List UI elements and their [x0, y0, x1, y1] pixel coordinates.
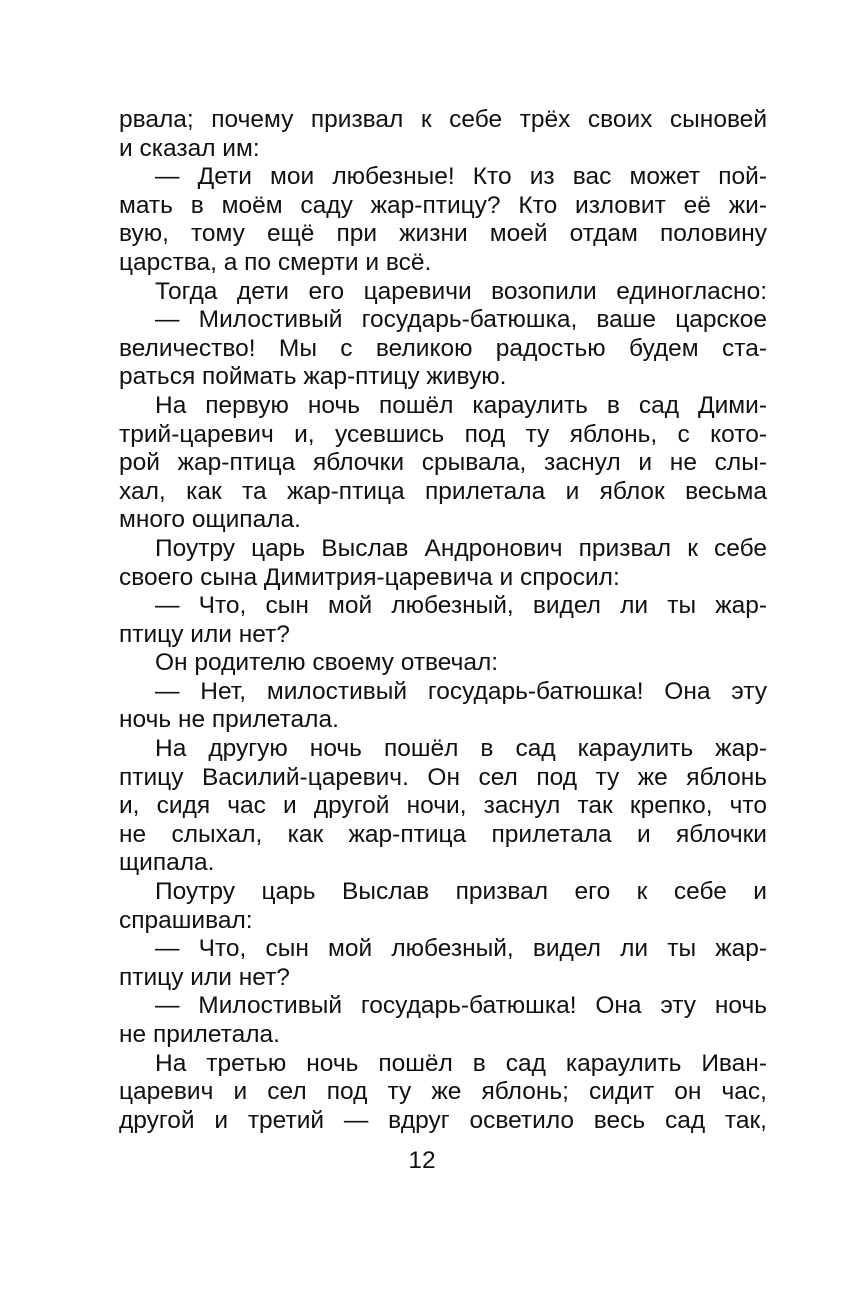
- text-line: щипала.: [119, 849, 215, 877]
- text-line: — Милостивый государь-батюшка, ваше царское: [155, 306, 767, 334]
- text-line: и, сидя час и другой ночи, заснул так крепко, что: [119, 792, 767, 820]
- text-line: вую, тому ещё при жизни моей отдам половину: [119, 220, 767, 248]
- text-line: раться поймать жар-птицу живую.: [119, 363, 507, 391]
- text-line: — Нет, милостивый государь-батюшка! Она эту: [155, 677, 767, 705]
- text-line: — Милостивый государь-батюшка! Она эту ночь: [155, 992, 767, 1020]
- text-line: не слыхал, как жар-птица прилетала и яблочки: [119, 820, 767, 848]
- text-line: царевич и сел под ту же яблонь; сидит он час,: [119, 1078, 767, 1106]
- text-line: царства, а по смерти и всё.: [119, 248, 432, 276]
- text-line: Поутру царь Выслав призвал его к себе и: [155, 878, 767, 906]
- text-line: Поутру царь Выслав Андронович призвал к себе: [155, 534, 767, 562]
- text-line: своего сына Димитрия-царевича и спросил:: [119, 563, 620, 591]
- text-line: — Дети мои любезные! Кто из вас может пой-: [155, 163, 767, 191]
- page-text-body: [119, 106, 767, 1135]
- text-line: ночь не прилетала.: [119, 706, 339, 734]
- text-line: — Что, сын мой любезный, видел ли ты жар-: [155, 935, 767, 963]
- text-line: и сказал им:: [119, 134, 260, 162]
- text-line: рвала; почему призвал к себе трёх своих сыновей: [119, 106, 767, 133]
- text-line: Тогда дети его царевичи возопили единогласно:: [155, 277, 767, 305]
- text-line: На другую ночь пошёл в сад караулить жар-: [155, 735, 767, 763]
- text-line: много ощипала.: [119, 506, 301, 534]
- text-line: птицу или нет?: [119, 620, 290, 648]
- text-line: На первую ночь пошёл караулить в сад Дими-: [155, 391, 767, 419]
- page-number: 12: [408, 1147, 436, 1174]
- text-line: хал, как та жар-птица прилетала и яблок весьма: [119, 477, 767, 505]
- text-line: мать в моём саду жар-птицу? Кто изловит её жи-: [119, 191, 767, 219]
- text-line: спрашивал:: [119, 906, 253, 934]
- text-line: На третью ночь пошёл в сад караулить Иван-: [155, 1049, 767, 1077]
- text-line: другой и третий — вдруг осветило весь сад так,: [119, 1106, 767, 1134]
- text-line: величество! Мы с великою радостью будем ста-: [119, 334, 767, 362]
- text-line: рой жар-птица яблочки срывала, заснул и не слы-: [119, 449, 767, 477]
- text-line: птицу Василий-царевич. Он сел под ту же яблонь: [119, 763, 767, 791]
- text-line: птицу или нет?: [119, 963, 290, 991]
- text-line: — Что, сын мой любезный, видел ли ты жар-: [155, 592, 767, 620]
- text-line: Он родителю своему отвечал:: [155, 649, 499, 677]
- text-line: трий-царевич и, усевшись под ту яблонь, с кото-: [119, 420, 767, 448]
- text-line: не прилетала.: [119, 1021, 280, 1048]
